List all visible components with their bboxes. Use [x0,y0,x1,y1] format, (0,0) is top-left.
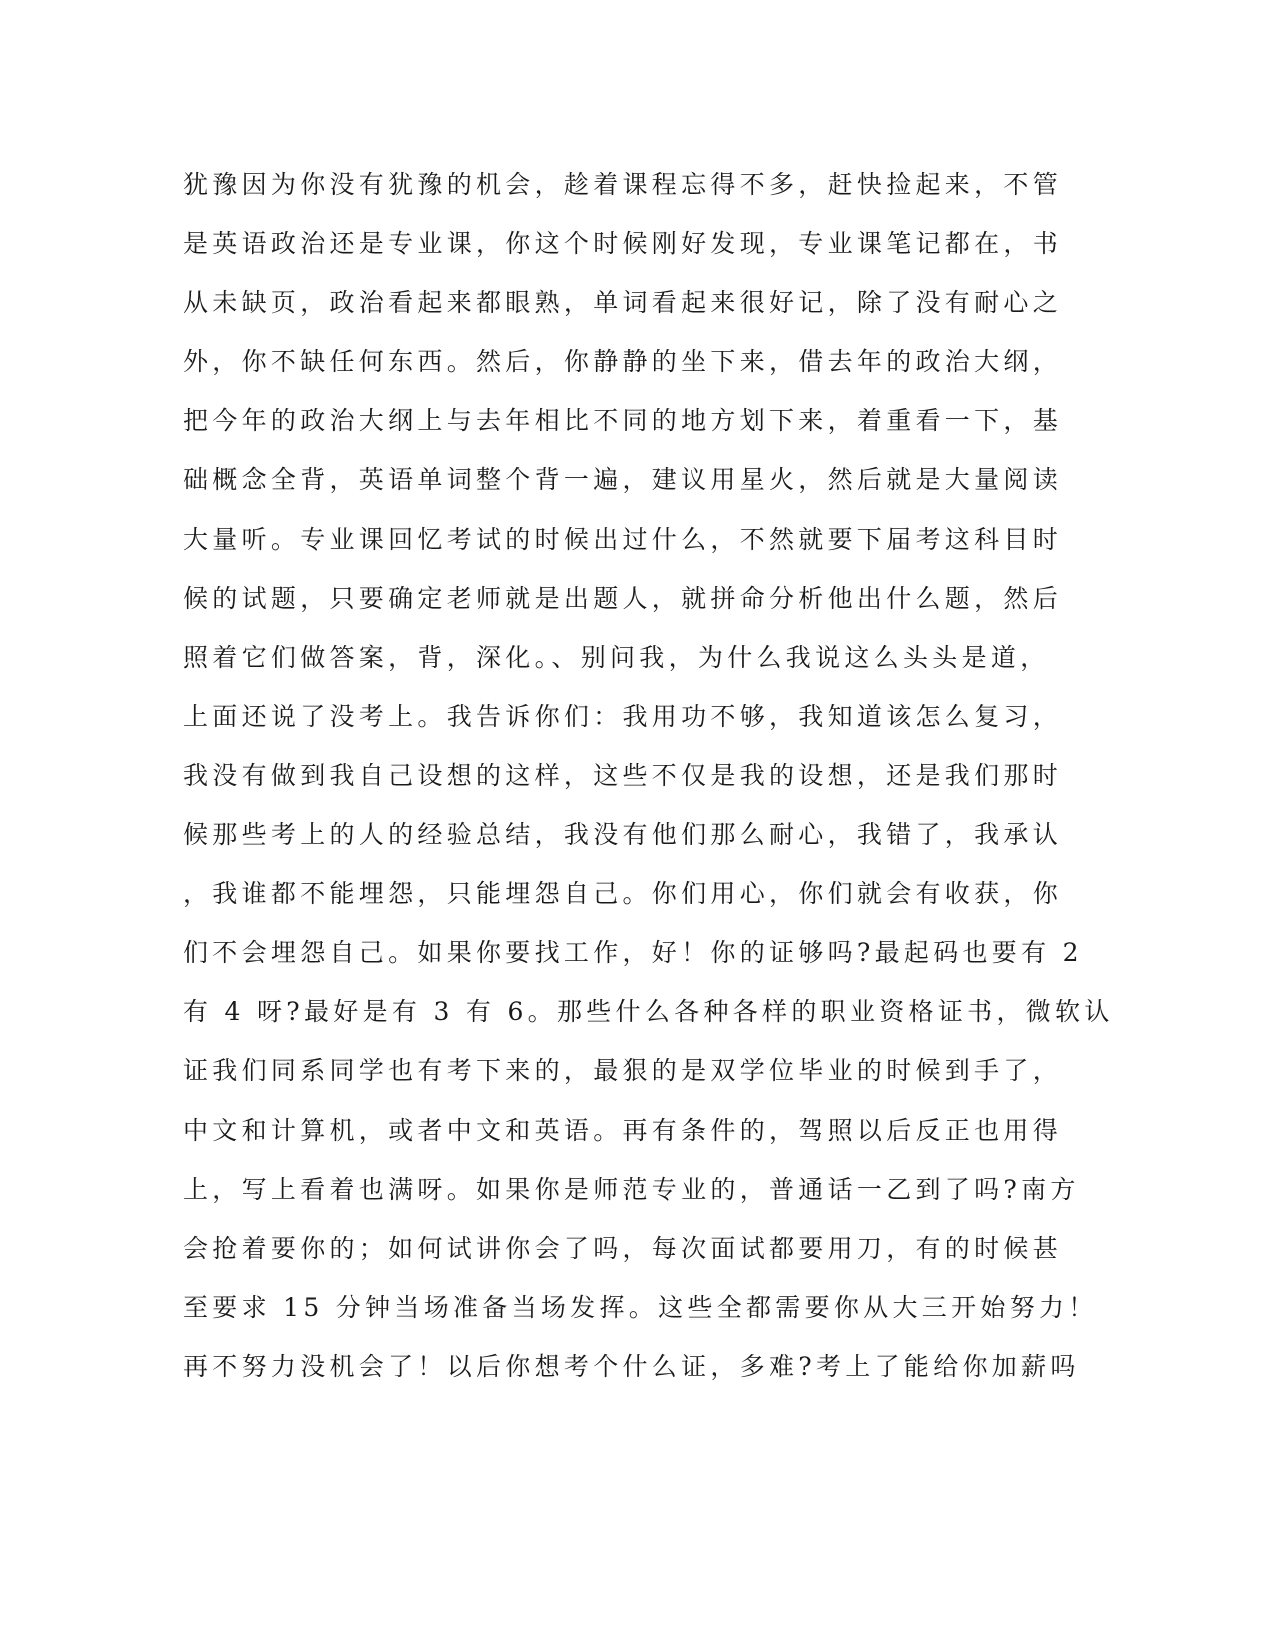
text-line-7: 大量听。专业课回忆考试的时候出过什么，不然就要下届考这科目时 [183,524,1063,554]
text-line-16: 证我们同系同学也有考下来的，最狠的是双学位毕业的时候到手了， [183,1056,1063,1086]
text-line-13: ，我谁都不能埋怨，只能埋怨自己。你们用心，你们就会有收获，你 [183,879,1063,909]
text-line-14: 们不会埋怨自己。如果你要找工作，好！你的证够吗?最起码也要有 2 [183,938,1083,968]
text-line-17: 中文和计算机，或者中文和英语。再有条件的，驾照以后反正也用得 [183,1115,1063,1145]
text-line-2: 是英语政治还是专业课，你这个时候刚好发现，专业课笔记都在，书 [183,229,1063,259]
text-line-10: 上面还说了没考上。我告诉你们：我用功不够，我知道该怎么复习， [183,701,1063,731]
text-line-20: 至要求 15 分钟当场准备当场发挥。这些全都需要你从大三开始努力！ [183,1292,1098,1322]
text-line-6: 础概念全背，英语单词整个背一遍，建议用星火，然后就是大量阅读 [183,465,1063,495]
text-line-18: 上，写上看着也满呀。如果你是师范专业的，普通话一乙到了吗?南方 [183,1174,1080,1204]
text-line-3: 从未缺页，政治看起来都眼熟，单词看起来很好记，除了没有耐心之 [183,288,1063,318]
text-line-8: 候的试题，只要确定老师就是出题人，就拼命分析他出什么题，然后 [183,583,1063,613]
text-line-21: 再不努力没机会了！以后你想考个什么证，多难?考上了能给你加薪吗 [183,1351,1080,1381]
text-line-1: 犹豫因为你没有犹豫的机会，趁着课程忘得不多，赶快捡起来，不管 [183,170,1063,199]
text-line-5: 把今年的政治大纲上与去年相比不同的地方划下来，着重看一下，基 [183,406,1063,436]
text-line-4: 外，你不缺任何东西。然后，你静静的坐下来，借去年的政治大纲， [183,347,1063,377]
text-line-11: 我没有做到我自己设想的这样，这些不仅是我的设想，还是我们那时 [183,760,1063,790]
text-line-9: 照着它们做答案，背，深化。、别问我，为什么我说这么头头是道， [183,642,1050,672]
text-line-19: 会抢着要你的；如何试讲你会了吗，每次面试都要用刀，有的时候甚 [183,1233,1063,1263]
text-line-12: 候那些考上的人的经验总结，我没有他们那么耐心，我错了，我承认 [183,820,1063,850]
text-line-15: 有 4 呀?最好是有 3 有 6。那些什么各种各样的职业资格证书，微软认 [183,997,1114,1027]
body-text [183,155,1114,1396]
